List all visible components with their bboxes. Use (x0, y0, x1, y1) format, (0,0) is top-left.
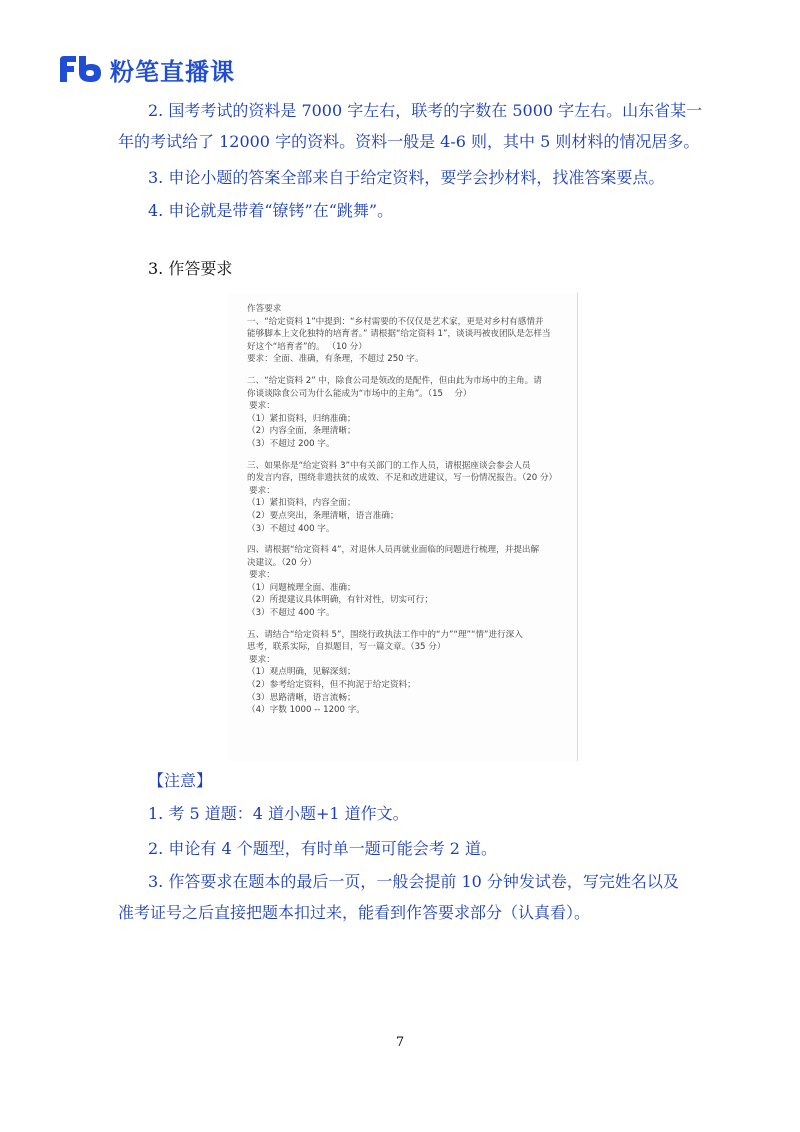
scan-title: 作答要求 (247, 304, 282, 314)
section-heading: 3. 作答要求 (148, 259, 233, 278)
fb-logo-icon (58, 54, 104, 84)
scan-q1-line: 一、“给定资料 1”中提到：“乡村需要的不仅仅是艺术家，更是对乡村有感情并 (247, 316, 544, 327)
scan-q5-req-item: （1）观点明确，见解深刻； (247, 667, 356, 678)
scan-q3-line: 三、如果你是“给定资料 3”中有关部门的工作人员，请根据座谈会参会人员 (247, 460, 531, 471)
scan-q3-req-item: （3）不超过 400 字。 (247, 523, 335, 534)
page-number: 7 (395, 1035, 405, 1050)
scan-q3-requirement: 要求： (249, 485, 275, 496)
scanned-requirements-image (227, 293, 578, 761)
scan-q5-req-item: （2）参考给定资料，但不拘泥于给定资料； (247, 680, 416, 691)
logo-text: 粉笔直播课 (110, 57, 235, 86)
scan-q3-req-item: （2）要点突出，条理清晰，语言准确； (247, 510, 399, 521)
scan-q4-req-item: （2）所提建议具体明确，有针对性，切实可行； (247, 595, 433, 606)
scan-q4-line: 四、请根据“给定资料 4”，对退休人员再就业面临的问题进行梳理，并提出解 (247, 545, 540, 556)
scan-q2-line: 二、“给定资料 2” 中，除食公司是领改的是配件，但由此为市场中的主角。请 (247, 375, 542, 386)
note-label: 【注意】 (148, 771, 213, 790)
scan-q2-req-item: （2）内容全面，条理清晰； (247, 426, 356, 437)
scan-q4-req-item: （1）问题梳理全面、准确； (247, 582, 356, 593)
scan-q4-requirement: 要求： (249, 570, 275, 581)
brand-logo (58, 52, 235, 86)
scan-q2-req-item: （1）紧扣资料，归纳准确； (247, 413, 356, 424)
intro-point-2-line-1: 2. 国考考试的资料是 7000 字左右，联考的字数在 5000 字左右。山东省某一 (148, 101, 703, 120)
scan-q4-req-item: （3）不超过 400 字。 (247, 608, 335, 619)
scan-q5-req-item: （4）字数 1000 -- 1200 字。 (247, 705, 365, 716)
intro-point-2-line-2: 年的考试给了 12000 字的资料。资料一般是 4-6 则，其中 5 则材料的情况居多。 (118, 132, 700, 151)
scan-text-block (247, 303, 567, 717)
note-point-1: 1. 考 5 道题：4 道小题+1 道作文。 (148, 804, 409, 823)
scan-q2-requirement: 要求： (249, 401, 275, 412)
intro-point-3: 3. 申论小题的答案全部来自于给定资料，要学会抄材料，找准答案要点。 (148, 168, 665, 187)
scan-q5-line: 五、请结合“给定资料 5”，围绕行政执法工作中的“力”“理”“情”进行深入 (247, 629, 523, 640)
note-point-3-line-1: 3. 作答要求在题本的最后一页，一般会提前 10 分钟发试卷，写完姓名以及 (148, 872, 679, 891)
note-point-2: 2. 申论有 4 个题型，有时单一题可能会考 2 道。 (148, 839, 498, 858)
scan-q2-req-item: （3）不超过 200 字。 (247, 438, 335, 449)
scan-q1-line: 能够脚本上文化独特的培育者。” 请根据“给定资料 1”，谈谈玛被夜团队是怎样当 (247, 329, 551, 340)
scan-q5-line: 思考，联系实际，自拟题目，写一篇文章。（35 分） (247, 642, 446, 653)
scan-q5-requirement: 要求： (249, 654, 275, 665)
scan-q3-line: 的发言内容，围绕非遗扶贫的成效、不足和改进建议，写一份情况报告。（20 分） (247, 473, 558, 484)
scan-q1-line: 好这个“培育者”的。 （10 分） (247, 341, 367, 352)
intro-point-4: 4. 申论就是带着“镣铐”在“跳舞”。 (148, 201, 394, 220)
scan-q4-line: 决建议。（20 分） (247, 557, 317, 568)
scan-q5-req-item: （3）思路清晰，语言流畅； (247, 692, 356, 703)
scan-q3-req-item: （1）紧扣资料，内容全面； (247, 498, 356, 509)
scan-q2-line: 你谈谈除食公司为什么能成为“市场中的主角”。（15 分） (247, 388, 472, 399)
note-point-3-line-2: 准考证号之后直接把题本扣过来，能看到作答要求部分（认真看）。 (118, 903, 591, 922)
scan-q1-requirement: 要求：全面、准确，有条理，不超过 250 字。 (247, 354, 424, 365)
